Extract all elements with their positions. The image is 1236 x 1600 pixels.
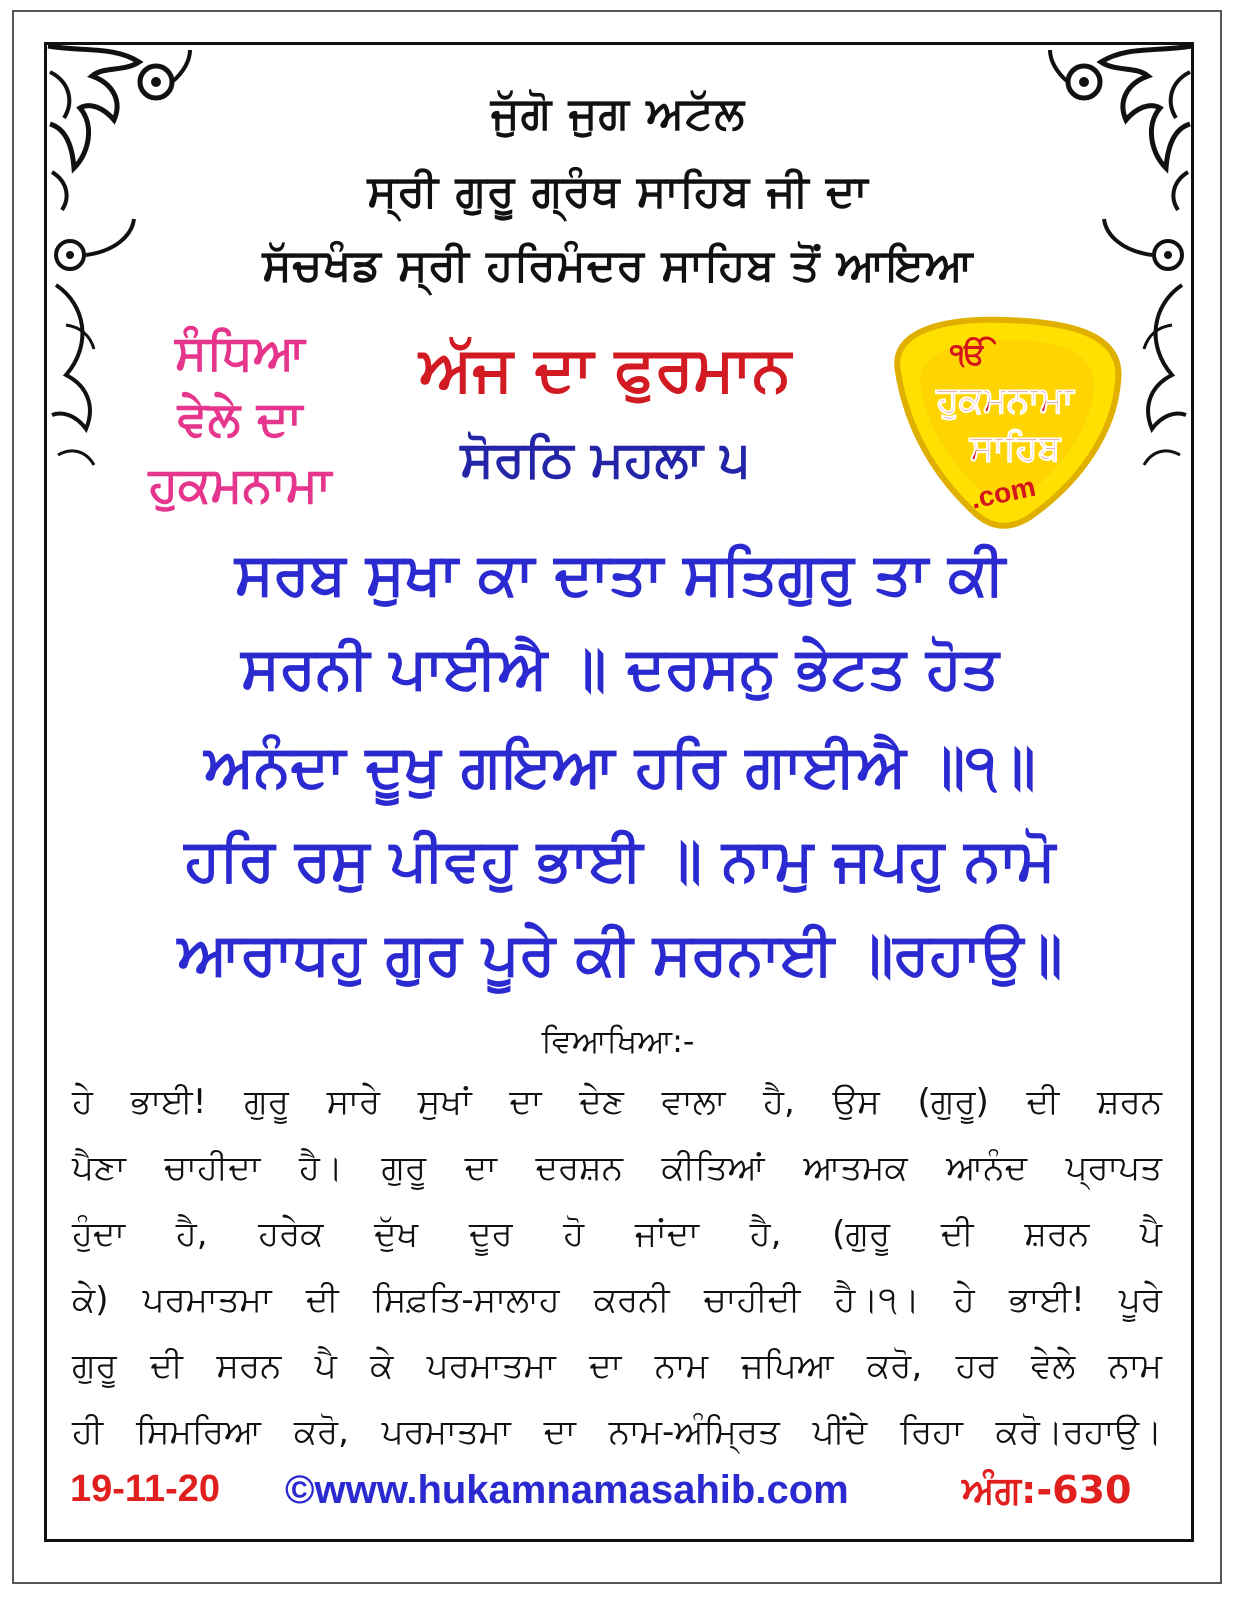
shabad-line: ਆਰਾਧਹੁ ਗੁਰ ਪੂਰੇ ਕੀ ਸਰਨਾਈ ॥ਰਹਾਉ॥: [177, 920, 1063, 988]
explanation-line: ਹੇ ਭਾਈ! ਗੁਰੂ ਸਾਰੇ ਸੁਖਾਂ ਦਾ ਦੇਣ ਵਾਲਾ ਹੈ, ਉਸ (ਗੁਰੂ) ਦੀ ਸ਼ਰਨ: [72, 1082, 1162, 1122]
farman-title: ਅੱਜ ਦਾ ਫੁਰਮਾਨ: [419, 332, 791, 405]
footer-ang-number: ਅੰਗ:-630: [962, 1468, 1132, 1512]
shabad-line: ਸਰਬ ਸੁਖਾ ਕਾ ਦਾਤਾ ਸਤਿਗੁਰੁ ਤਾ ਕੀ: [234, 540, 1006, 608]
evening-label-line-3: ਹੁਕਮਨਾਮਾ: [148, 457, 332, 513]
header-line-1: ਜੁੱਗੋ ਜੁਗ ਅਟੱਲ: [490, 88, 746, 139]
explanation-line: ਪੈਣਾ ਚਾਹੀਦਾ ਹੈ। ਗੁਰੂ ਦਾ ਦਰਸ਼ਨ ਕੀਤਿਆਂ ਆਤਮਕ ਆਨੰਦ ਪ੍ਰਾਪਤ: [72, 1148, 1162, 1188]
vyakhia-title: ਵਿਆਖਿਆ:-: [541, 1022, 695, 1060]
hukamnama-sahib-logo: [880, 312, 1130, 532]
header-line-2: ਸ੍ਰੀ ਗੁਰੂ ਗ੍ਰੰਥ ਸਾਹਿਬ ਜੀ ਦਾ: [367, 166, 869, 217]
explanation-line: ਹੁੰਦਾ ਹੈ, ਹਰੇਕ ਦੁੱਖ ਦੂਰ ਹੋ ਜਾਂਦਾ ਹੈ, (ਗੁਰੂ ਦੀ ਸ਼ਰਨ ਪੈ: [72, 1214, 1162, 1254]
evening-hukamnama-label: [100, 320, 380, 518]
explanation-line: ਗੁਰੂ ਦੀ ਸਰਨ ਪੈ ਕੇ ਪਰਮਾਤਮਾ ਦਾ ਨਾਮ ਜਪਿਆ ਕਰੋ, ਹਰ ਵੇਲੇ ਨਾਮ: [72, 1346, 1162, 1386]
explanation-line: ਹੀ ਸਿਮਰਿਆ ਕਰੋ, ਪਰਮਾਤਮਾ ਦਾ ਨਾਮ-ਅੰਮ੍ਰਿਤ ਪੀਂਦੇ ਰਿਹਾ ਕਰੋ।ਰਹਾਉ।: [72, 1412, 1162, 1452]
ik-onkar-symbol: ੴ: [950, 337, 987, 372]
shabad-line: ਸਰਨੀ ਪਾਈਐ ॥ ਦਰਸਨੁ ਭੇਟਤ ਹੋਤ: [241, 634, 999, 702]
footer-website-link[interactable]: ©www.hukamnamasahib.com: [285, 1468, 849, 1512]
shabad-line: ਅਨੰਦਾ ਦੂਖੁ ਗਇਆ ਹਰਿ ਗਾਈਐ ॥੧॥: [204, 732, 1036, 800]
explanation-line: ਕੇ) ਪਰਮਾਤਮਾ ਦੀ ਸਿਫ਼ਤਿ-ਸਾਲਾਹ ਕਰਨੀ ਚਾਹੀਦੀ ਹੈ।੧। ਹੇ ਭਾਈ! ਪੂਰੇ: [72, 1280, 1162, 1320]
raag-title: ਸੋਰਠਿ ਮਹਲਾ ੫: [460, 430, 750, 488]
logo-text-line-2: ਸਾਹਿਬ: [969, 428, 1061, 469]
logo-text-line-3: .com: [967, 470, 1039, 515]
evening-label-line-1: ਸੰਧਿਆ: [175, 325, 305, 381]
footer-date: 19-11-20: [70, 1468, 221, 1510]
evening-label-line-2: ਵੇਲੇ ਦਾ: [177, 391, 303, 447]
header-line-3: ਸੱਚਖੰਡ ਸ੍ਰੀ ਹਰਿਮੰਦਰ ਸਾਹਿਬ ਤੋਂ ਆਇਆ: [262, 240, 974, 291]
shabad-line: ਹਰਿ ਰਸੁ ਪੀਵਹੁ ਭਾਈ ॥ ਨਾਮੁ ਜਪਹੁ ਨਾਮੋ: [184, 826, 1056, 894]
logo-text-line-1: ਹੁਕਮਨਾਮਾ: [936, 380, 1074, 421]
